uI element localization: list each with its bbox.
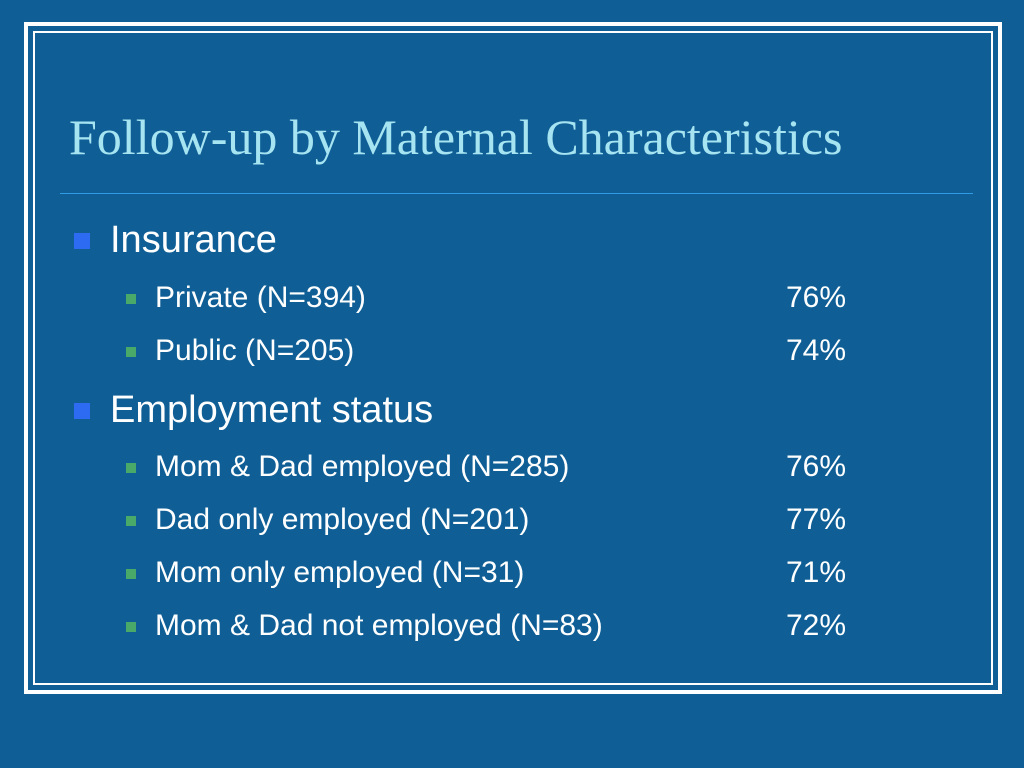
- list-item-value: 77%: [786, 503, 847, 536]
- square-bullet-icon: [126, 347, 136, 357]
- slide-title: Follow-up by Maternal Characteristics: [69, 109, 843, 165]
- section-heading-insurance: Insurance: [110, 219, 277, 261]
- square-bullet-icon: [74, 233, 90, 249]
- list-item-label: Private (N=394): [155, 281, 366, 314]
- list-item-label: Mom & Dad employed (N=285): [155, 450, 570, 483]
- list-item-value: 76%: [786, 450, 847, 483]
- list-item-value: 71%: [786, 556, 847, 589]
- list-item-value: 76%: [786, 281, 847, 314]
- square-bullet-icon: [126, 516, 136, 526]
- square-bullet-icon: [126, 569, 136, 579]
- section-heading-employment: Employment status: [110, 389, 434, 431]
- list-item-value: 74%: [786, 334, 847, 367]
- list-item-label: Public (N=205): [155, 334, 355, 367]
- list-item-label: Mom only employed (N=31): [155, 556, 525, 589]
- list-item-label: Mom & Dad not employed (N=83): [155, 609, 603, 642]
- list-item-value: 72%: [786, 609, 847, 642]
- square-bullet-icon: [126, 622, 136, 632]
- square-bullet-icon: [126, 294, 136, 304]
- list-item-label: Dad only employed (N=201): [155, 503, 530, 536]
- square-bullet-icon: [74, 403, 90, 419]
- square-bullet-icon: [126, 463, 136, 473]
